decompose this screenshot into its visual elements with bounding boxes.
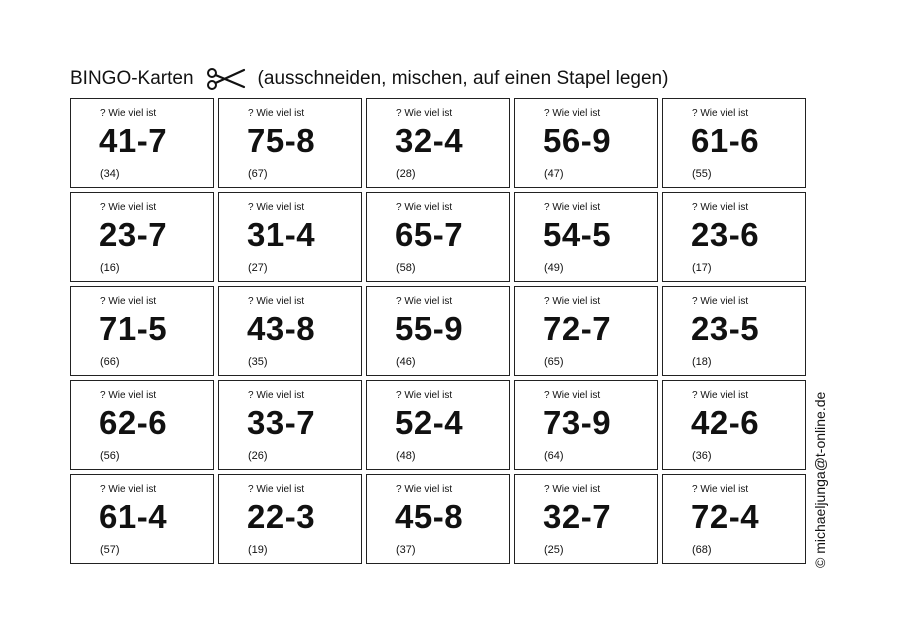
bingo-card — [514, 380, 658, 470]
card-question: ? Wie viel ist — [544, 390, 601, 401]
card-answer: (47) — [544, 168, 564, 180]
card-answer: (34) — [100, 168, 120, 180]
card-problem: 54-5 — [543, 216, 612, 253]
page-title: BINGO-Karten — [70, 68, 194, 89]
card-answer: (28) — [396, 168, 416, 180]
bingo-card — [366, 286, 510, 376]
card-problem: 33-7 — [247, 404, 316, 441]
card-problem: 32-4 — [395, 122, 464, 159]
card-problem: 43-8 — [247, 310, 316, 347]
card-problem: 45-8 — [395, 498, 464, 535]
card-question: ? Wie viel ist — [100, 108, 157, 119]
bingo-card — [514, 474, 658, 564]
card-problem: 23-5 — [691, 310, 760, 347]
card-answer: (26) — [248, 450, 268, 462]
scissors-icon — [206, 67, 246, 91]
card-question: ? Wie viel ist — [396, 202, 453, 213]
card-problem: 73-9 — [543, 404, 612, 441]
card-answer: (49) — [544, 262, 564, 274]
card-question: ? Wie viel ist — [396, 484, 453, 495]
card-answer: (17) — [692, 262, 712, 274]
card-question: ? Wie viel ist — [100, 202, 157, 213]
card-problem: 62-6 — [99, 404, 168, 441]
card-question: ? Wie viel ist — [692, 108, 749, 119]
card-question: ? Wie viel ist — [248, 108, 305, 119]
bingo-card — [218, 380, 362, 470]
bingo-card — [218, 474, 362, 564]
bingo-card — [218, 98, 362, 188]
card-question: ? Wie viel ist — [692, 296, 749, 307]
page-subtitle: (ausschneiden, mischen, auf einen Stapel legen) — [257, 68, 669, 89]
card-problem: 23-6 — [691, 216, 760, 253]
card-answer: (19) — [248, 544, 268, 556]
card-problem: 56-9 — [543, 122, 612, 159]
card-question: ? Wie viel ist — [248, 390, 305, 401]
bingo-card — [70, 286, 214, 376]
card-question: ? Wie viel ist — [692, 202, 749, 213]
card-question: ? Wie viel ist — [544, 202, 601, 213]
card-answer: (46) — [396, 356, 416, 368]
bingo-card — [218, 192, 362, 282]
card-question: ? Wie viel ist — [396, 108, 453, 119]
card-answer: (16) — [100, 262, 120, 274]
card-answer: (58) — [396, 262, 416, 274]
bingo-card — [218, 286, 362, 376]
bingo-card — [514, 192, 658, 282]
bingo-card — [70, 380, 214, 470]
bingo-card — [70, 474, 214, 564]
card-question: ? Wie viel ist — [544, 296, 601, 307]
card-question: ? Wie viel ist — [396, 296, 453, 307]
card-answer: (36) — [692, 450, 712, 462]
bingo-card — [662, 474, 806, 564]
bingo-card — [514, 286, 658, 376]
card-question: ? Wie viel ist — [248, 296, 305, 307]
card-problem: 22-3 — [247, 498, 316, 535]
card-question: ? Wie viel ist — [100, 390, 157, 401]
page-header — [70, 66, 668, 92]
card-answer: (68) — [692, 544, 712, 556]
bingo-card — [366, 380, 510, 470]
bingo-card — [662, 380, 806, 470]
card-answer: (64) — [544, 450, 564, 462]
card-problem: 71-5 — [99, 310, 168, 347]
card-question: ? Wie viel ist — [544, 108, 601, 119]
card-problem: 52-4 — [395, 404, 464, 441]
bingo-card — [366, 192, 510, 282]
card-answer: (37) — [396, 544, 416, 556]
card-problem: 23-7 — [99, 216, 168, 253]
card-answer: (18) — [692, 356, 712, 368]
card-question: ? Wie viel ist — [100, 296, 157, 307]
card-answer: (66) — [100, 356, 120, 368]
bingo-card — [366, 98, 510, 188]
card-question: ? Wie viel ist — [100, 484, 157, 495]
card-problem: 72-7 — [543, 310, 612, 347]
bingo-card-grid — [70, 98, 810, 568]
card-problem: 61-4 — [99, 498, 168, 535]
card-question: ? Wie viel ist — [692, 390, 749, 401]
card-answer: (57) — [100, 544, 120, 556]
card-problem: 65-7 — [395, 216, 464, 253]
card-problem: 41-7 — [99, 122, 168, 159]
card-problem: 55-9 — [395, 310, 464, 347]
card-problem: 61-6 — [691, 122, 760, 159]
card-question: ? Wie viel ist — [396, 390, 453, 401]
card-answer: (65) — [544, 356, 564, 368]
bingo-card — [662, 192, 806, 282]
card-problem: 75-8 — [247, 122, 316, 159]
card-answer: (48) — [396, 450, 416, 462]
bingo-card — [70, 192, 214, 282]
card-answer: (55) — [692, 168, 712, 180]
card-answer: (27) — [248, 262, 268, 274]
card-problem: 42-6 — [691, 404, 760, 441]
card-question: ? Wie viel ist — [544, 484, 601, 495]
card-question: ? Wie viel ist — [248, 484, 305, 495]
card-problem: 31-4 — [247, 216, 316, 253]
card-answer: (56) — [100, 450, 120, 462]
card-problem: 32-7 — [543, 498, 612, 535]
card-answer: (35) — [248, 356, 268, 368]
card-question: ? Wie viel ist — [248, 202, 305, 213]
bingo-card — [662, 286, 806, 376]
copyright-text: © michaeljunga@t-online.de — [812, 391, 828, 568]
bingo-card — [662, 98, 806, 188]
bingo-card — [366, 474, 510, 564]
card-answer: (67) — [248, 168, 268, 180]
card-problem: 72-4 — [691, 498, 760, 535]
card-question: ? Wie viel ist — [692, 484, 749, 495]
bingo-card — [70, 98, 214, 188]
bingo-card — [514, 98, 658, 188]
card-answer: (25) — [544, 544, 564, 556]
